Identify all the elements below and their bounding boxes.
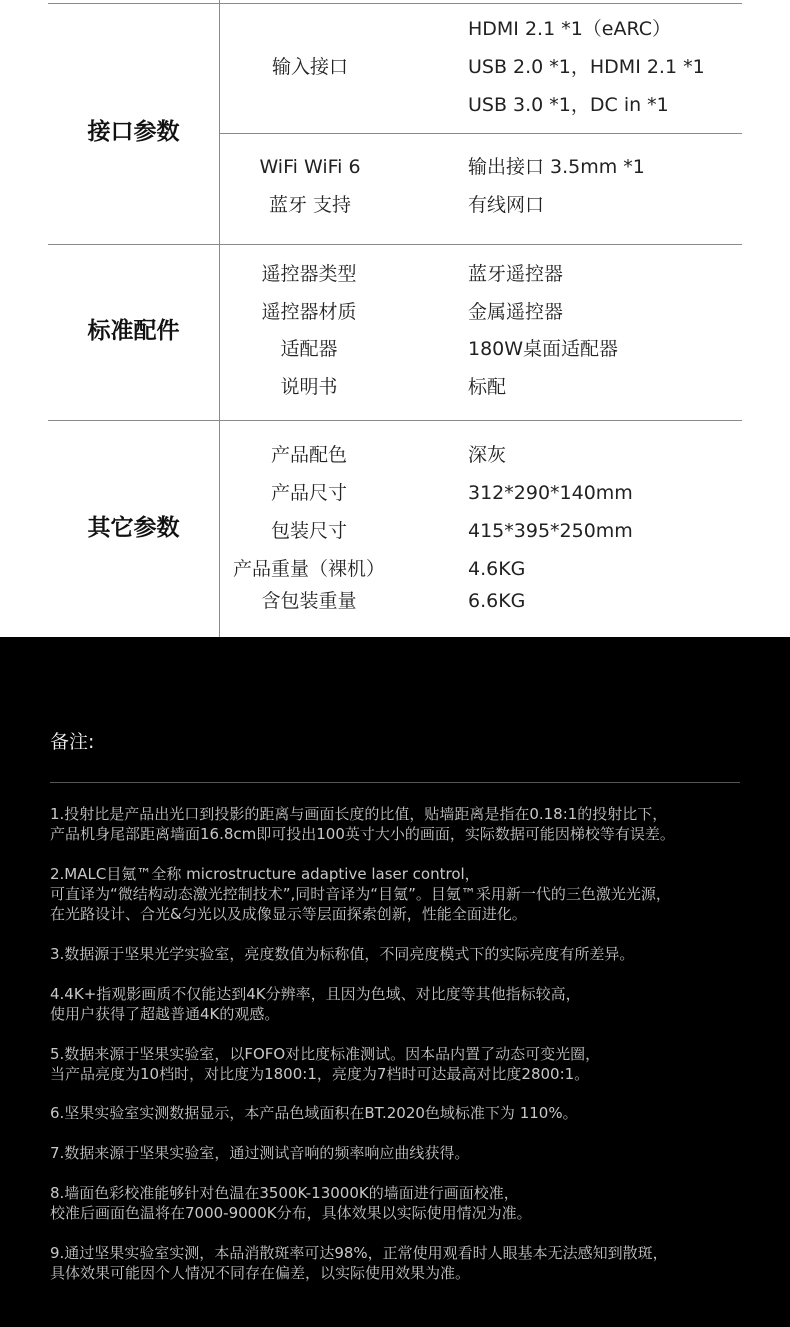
- section-title-other: 其它参数: [87, 515, 180, 541]
- output-port-spec: 输出接口 3.5mm *1: [468, 156, 645, 178]
- other-label: 产品尺寸: [270, 482, 347, 504]
- section-title-accessories: 标准配件: [87, 318, 180, 344]
- other-label: 产品重量（裸机）: [232, 558, 385, 580]
- note-line: 4.4K+指观影画质不仅能达到4K分辨率，且因为色域、对比度等其他指标较高，: [50, 985, 581, 1003]
- accessory-value: 180W桌面适配器: [468, 338, 619, 360]
- other-label: 含包装重量: [261, 590, 357, 612]
- table-divider: [48, 244, 742, 245]
- input-port-value: HDMI 2.1 *1（eARC）: [468, 18, 672, 40]
- note-line: 5.数据来源于坚果实验室，以FOFO对比度标准测试。因本品内置了动态可变光圈，: [50, 1045, 601, 1063]
- note-item: [50, 1143, 750, 1163]
- other-value: 深灰: [468, 444, 507, 466]
- accessory-label: 遥控器材质: [261, 301, 357, 323]
- other-value: 6.6KG: [468, 590, 526, 612]
- wifi-spec: WiFi WiFi 6: [259, 156, 361, 178]
- note-item: [50, 1044, 750, 1084]
- other-value: 312*290*140mm: [468, 482, 633, 504]
- accessory-value: 蓝牙遥控器: [468, 263, 564, 285]
- accessory-label: 遥控器类型: [261, 263, 357, 285]
- note-item: [50, 984, 750, 1024]
- note-line: 8.墙面色彩校准能够针对色温在3500K-13000K的墙面进行画面校准，: [50, 1184, 519, 1202]
- table-divider: [48, 3, 742, 4]
- other-label: 产品配色: [270, 444, 347, 466]
- note-line: 2.MALC目氪™全称 microstructure adaptive laser control，: [50, 865, 480, 883]
- note-line: 7.数据来源于坚果实验室，通过测试音响的频率响应曲线获得。: [50, 1144, 470, 1162]
- ethernet-spec: 有线网口: [468, 194, 545, 216]
- note-line: 校准后画面色温将在7000-9000K分布，具体效果以实际使用情况为准。: [50, 1204, 532, 1222]
- input-port-value: USB 3.0 *1，DC in *1: [468, 94, 669, 116]
- note-line: 6.坚果实验室实测数据显示，本产品色域面积在BT.2020色域标准下为 110%。: [50, 1104, 578, 1122]
- note-item: [50, 804, 750, 844]
- note-line: 产品机身尾部距离墙面16.8cm即可投出100英寸大小的画面，实际数据可能因梯校等有误差。: [50, 825, 675, 843]
- note-line: 3.数据源于坚果光学实验室，亮度数值为标称值，不同亮度模式下的实际亮度有所差异。: [50, 945, 635, 963]
- note-line: 当产品亮度为10档时，对比度为1800:1，亮度为7档时可达最高对比度2800:1。: [50, 1065, 590, 1083]
- note-line: 可直译为“微结构动态激光控制技术”,同时音译为“目氪”。目氪™采用新一代的三色激光光源，: [50, 885, 671, 903]
- notes-divider: [50, 782, 740, 783]
- notes-section: [0, 637, 790, 1327]
- notes-title: 备注:: [50, 731, 95, 753]
- note-line: 9.通过坚果实验室实测，本品消散斑率可达98%，正常使用观看时人眼基本无法感知到散斑，: [50, 1244, 668, 1262]
- input-port-label: 输入接口: [271, 56, 348, 78]
- other-label: 包装尺寸: [270, 520, 347, 542]
- accessory-label: 适配器: [280, 338, 338, 360]
- note-line: 使用户获得了超越普通4K的观感。: [50, 1005, 280, 1023]
- other-value: 4.6KG: [468, 558, 526, 580]
- spec-table: [0, 0, 790, 637]
- note-item: [50, 944, 750, 964]
- table-divider: [219, 133, 742, 134]
- note-line: 具体效果可能因个人情况不同存在偏差，以实际使用效果为准。: [50, 1264, 471, 1282]
- note-line: 1.投射比是产品出光口到投影的距离与画面长度的比值，贴墙距离是指在0.18:1的投射比下，: [50, 805, 668, 823]
- accessory-value: 标配: [468, 376, 507, 398]
- table-divider: [48, 420, 742, 421]
- note-item: [50, 1183, 750, 1223]
- accessory-value: 金属遥控器: [468, 301, 564, 323]
- other-value: 415*395*250mm: [468, 520, 633, 542]
- section-title-interface: 接口参数: [87, 119, 180, 145]
- note-item: [50, 1243, 750, 1283]
- accessory-label: 说明书: [280, 376, 338, 398]
- note-line: 在光路设计、合光&匀光以及成像显示等层面探索创新，性能全面进化。: [50, 905, 527, 923]
- bluetooth-spec: 蓝牙 支持: [268, 194, 352, 216]
- note-item: [50, 1103, 750, 1123]
- input-port-value: USB 2.0 *1，HDMI 2.1 *1: [468, 56, 705, 78]
- note-item: [50, 864, 750, 924]
